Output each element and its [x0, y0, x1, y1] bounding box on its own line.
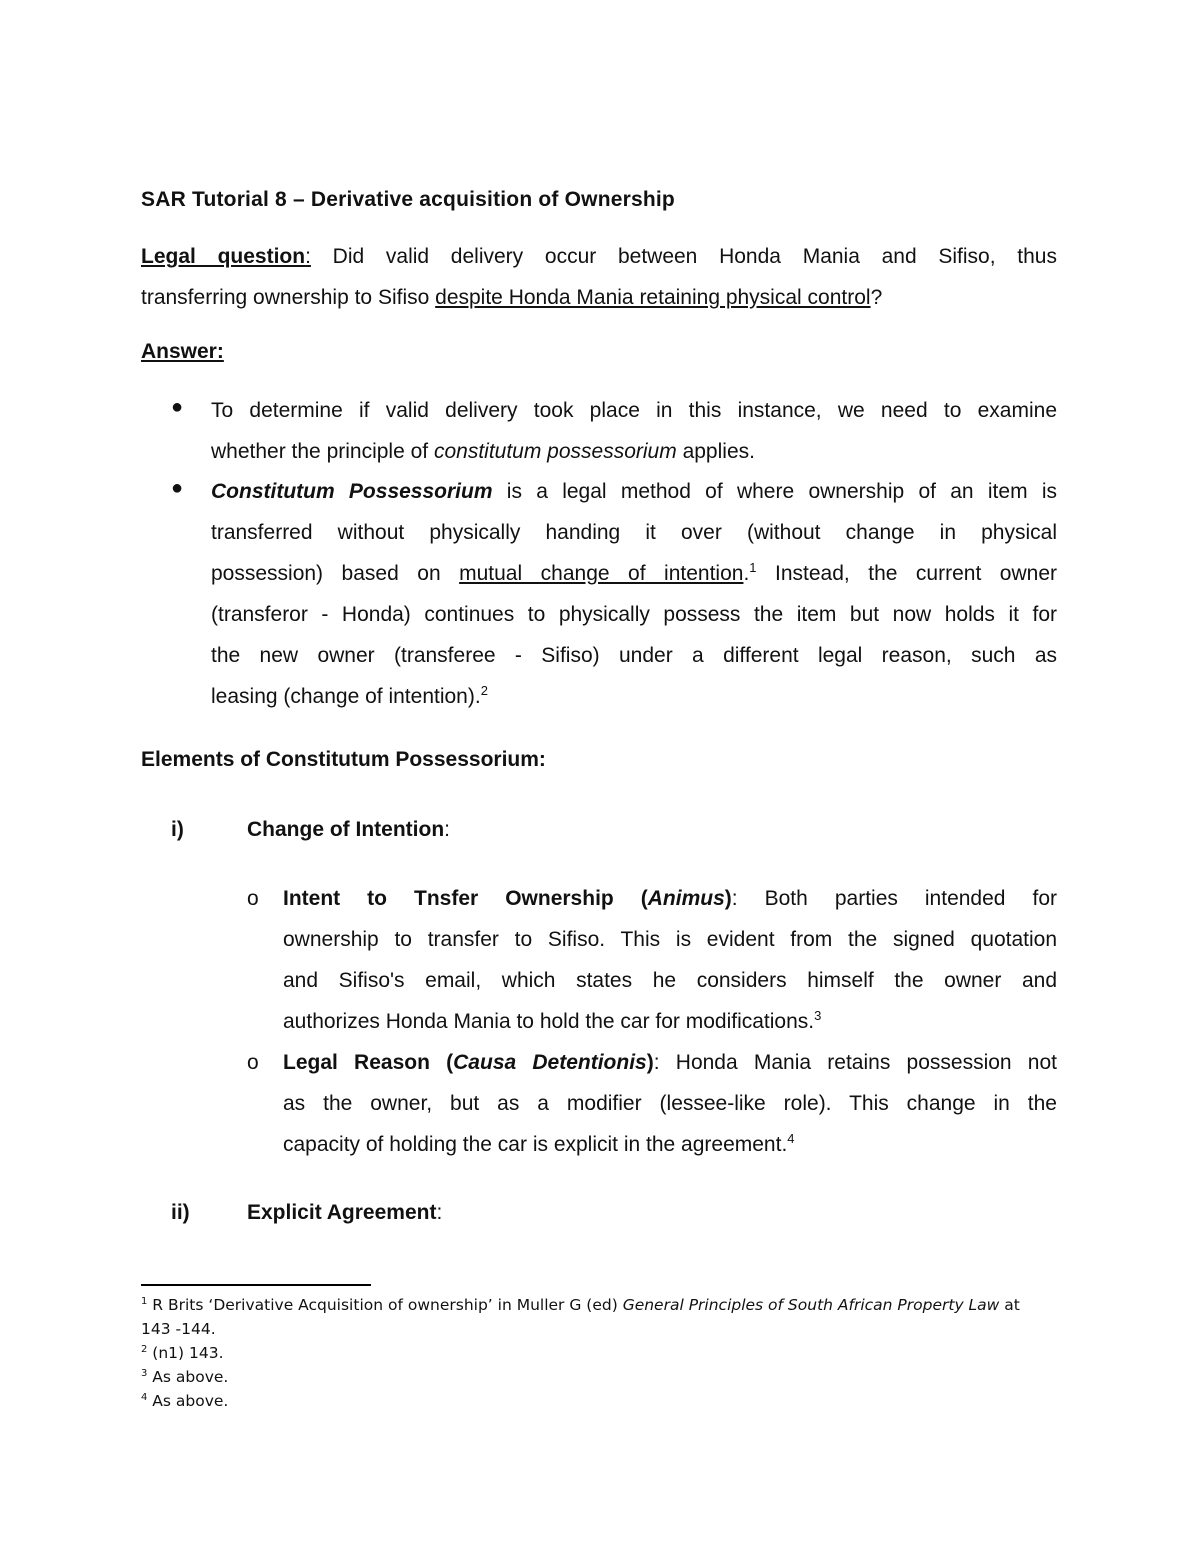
bullet-2-line-4: (transferor - Honda) continues to physically possess the item but now holds it for	[211, 603, 1057, 626]
sub-2-line-3	[283, 1124, 1057, 1165]
section-ii-numeral: ii)	[171, 1201, 190, 1224]
bullet-marker: ●	[171, 477, 184, 499]
bullet-2-text	[211, 471, 1057, 717]
footnote-ref-4[interactable]: 4	[787, 1131, 795, 1146]
sub-1-line-2: ownership to transfer to Sifiso. This is evident from the signed quotation	[283, 928, 1057, 951]
bullet-1-line-1: To determine if valid delivery took place in this instance, we need to examine	[211, 399, 1057, 422]
section-ii-colon: :	[436, 1201, 443, 1224]
footnote-3	[141, 1365, 1061, 1389]
sub-2-text-3: capacity of holding the car is explicit in the agreement.	[283, 1133, 788, 1156]
legal-question-colon: :	[305, 245, 311, 268]
legal-question-label: Legal question	[141, 245, 306, 268]
sub-1-line-4	[283, 1001, 1057, 1042]
footnote-3-number: 3	[141, 1367, 148, 1379]
legal-question-underlined: despite Honda Mania retaining physical control	[435, 286, 871, 309]
footnote-4	[141, 1389, 1061, 1413]
sub-1-label-italic: Animus	[647, 887, 725, 910]
legal-question-line-2	[141, 277, 1057, 318]
sub-2-label-italic: Causa Detentionis	[453, 1051, 647, 1074]
legal-question-line-1	[141, 236, 1057, 277]
bullet-2-term: Constitutum Possessorium	[211, 480, 493, 503]
sub-1-label: Intent to Tnsfer Ownership (	[283, 887, 648, 910]
elements-heading: Elements of Constitutum Possessorium:	[141, 748, 546, 771]
sub-1-text	[283, 878, 1057, 1042]
legal-question-paragraph	[141, 236, 1057, 318]
sub-2-label: Legal Reason (	[283, 1051, 454, 1074]
section-i-numeral: i)	[171, 818, 184, 841]
sub-2-text-1: : Honda Mania retains possession not	[653, 1051, 1057, 1074]
sub-bullet-marker: o	[247, 887, 259, 910]
section-i-colon: :	[444, 818, 450, 841]
sub-2-label-close: )	[646, 1051, 654, 1074]
legal-question-end: ?	[870, 286, 883, 309]
sub-1-line-3: and Sifiso's email, which states he considers himself the owner and	[283, 969, 1057, 992]
bullet-2-line-5: the new owner (transferee - Sifiso) under a different legal reason, such as	[211, 644, 1057, 667]
bullet-2-underlined: mutual change of intention	[459, 562, 744, 585]
footnote-ref-1[interactable]: 1	[749, 560, 757, 575]
bullet-1-text-post: applies.	[676, 440, 755, 463]
bullet-2-line-3	[211, 553, 1057, 594]
bullet-2-text-3: possession) based on	[211, 562, 460, 585]
bullet-marker: ●	[171, 396, 184, 418]
sub-1-text-4: authorizes Honda Mania to hold the car for modifications.	[283, 1010, 815, 1033]
footnote-1-pages: 143 -144.	[141, 1320, 216, 1338]
footnote-2	[141, 1341, 1061, 1365]
sub-2-text	[283, 1042, 1057, 1165]
bullet-1-italic-term: constitutum possessorium	[433, 440, 677, 463]
section-ii-heading-text: Explicit Agreement	[247, 1201, 437, 1224]
bullet-1-text	[211, 390, 1057, 472]
sub-bullet-marker: o	[247, 1051, 259, 1074]
section-i-heading	[247, 818, 450, 842]
bullet-2-text-3b: Instead, the current owner	[756, 562, 1057, 585]
sub-1-line-1	[283, 878, 1057, 919]
sub-1-text-1: : Both parties intended for	[731, 887, 1057, 910]
footnote-1-text: R Brits ‘Derivative Acquisition of ownership’ in Muller G (ed)	[147, 1296, 623, 1314]
document-title: SAR Tutorial 8 – Derivative acquisition of Ownership	[141, 188, 675, 211]
footnote-1-italic: General Principles of South African Property Law	[622, 1296, 1000, 1314]
footnote-4-number: 4	[141, 1391, 148, 1403]
bullet-2-period: .	[743, 562, 750, 585]
bullet-2-line-2: transferred without physically handing it over (without change in physical	[211, 521, 1057, 544]
footnote-ref-3[interactable]: 3	[814, 1008, 822, 1023]
bullet-2-line-6	[211, 676, 1057, 717]
answer-heading: Answer:	[141, 340, 224, 363]
bullet-2-text-1: is a legal method of where ownership of an item is	[492, 480, 1058, 503]
footnote-1-number: 1	[141, 1295, 148, 1307]
footnote-ref-2[interactable]: 2	[480, 683, 488, 698]
legal-question-text: Did valid delivery occur between Honda Mania and Sifiso, thus	[310, 245, 1057, 268]
footnote-4-text: As above.	[147, 1392, 229, 1410]
section-ii-heading	[247, 1201, 442, 1225]
footnote-2-text: (n1) 143.	[147, 1344, 224, 1362]
sub-2-line-1	[283, 1042, 1057, 1083]
sub-1-label-close: )	[724, 887, 732, 910]
bullet-2-text-6: leasing (change of intention).	[211, 685, 481, 708]
footnote-1-text-end: at	[999, 1296, 1020, 1314]
footnote-3-text: As above.	[147, 1368, 229, 1386]
legal-question-text-2: transferring ownership to Sifiso	[141, 286, 436, 309]
footnote-2-number: 2	[141, 1343, 148, 1355]
bullet-2-line-1	[211, 471, 1057, 512]
section-i-heading-text: Change of Intention	[247, 818, 445, 841]
footnote-separator	[141, 1284, 371, 1286]
sub-2-line-2: as the owner, but as a modifier (lessee-like role). This change in the	[283, 1092, 1057, 1115]
bullet-1-text-pre: whether the principle of	[211, 440, 434, 463]
bullet-1-line-2	[211, 431, 1057, 472]
footnote-1	[141, 1293, 1061, 1341]
